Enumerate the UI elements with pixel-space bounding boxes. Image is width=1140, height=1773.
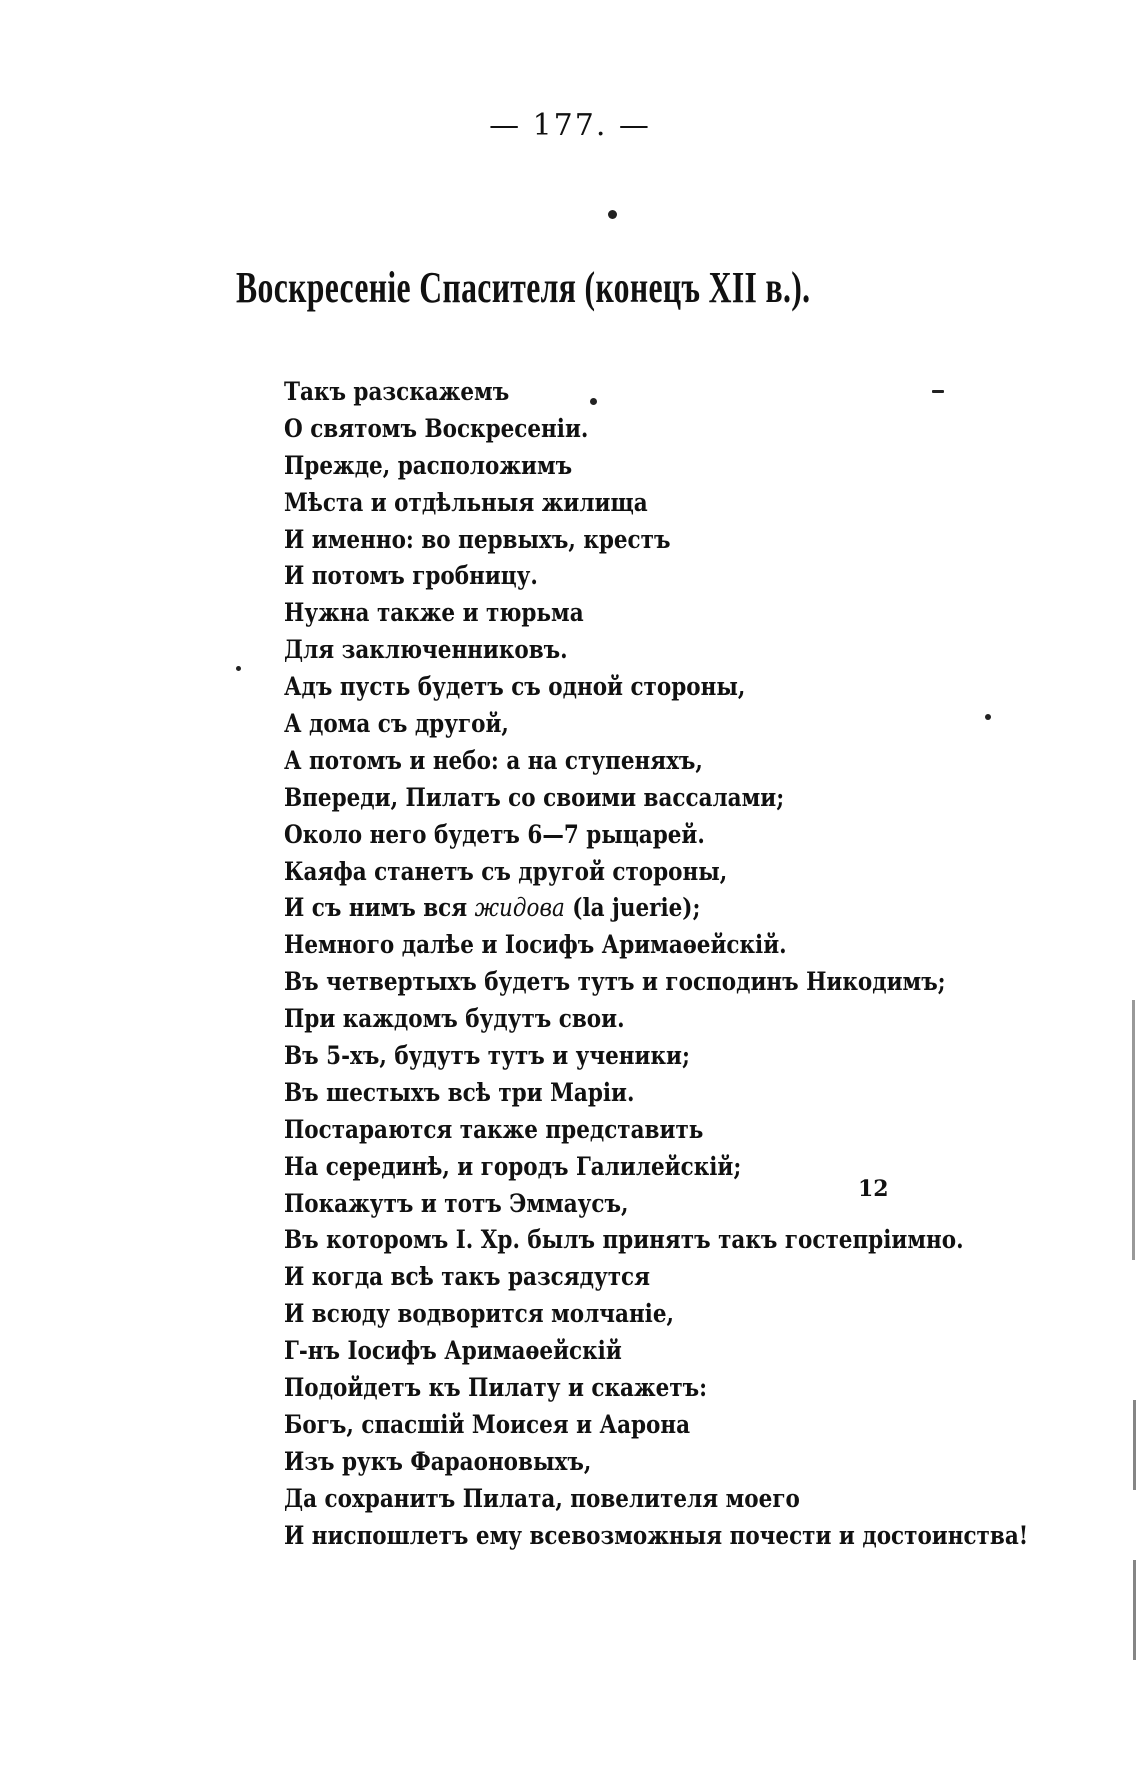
scan-edge-mark xyxy=(1133,1560,1136,1660)
verse-line: Мѣста и отдѣльныя жилища xyxy=(284,487,648,517)
verse-line: Постараются также представить xyxy=(284,1114,704,1144)
scan-speck xyxy=(236,666,241,671)
verse-line: Около него будетъ 6—7 рыцарей. xyxy=(284,819,705,849)
verse-line: Подойдетъ къ Пилату и скажетъ: xyxy=(284,1373,708,1403)
verse-text xyxy=(284,374,1044,1555)
scan-speck xyxy=(985,714,991,720)
verse-line: И когда всѣ такъ разсядутся xyxy=(284,1262,651,1292)
scan-speck xyxy=(590,398,597,405)
verse-line-text: (la juerie); xyxy=(564,893,701,923)
verse-line: Немного далѣе и Іосифъ Аримаѳейскій. xyxy=(284,930,787,960)
verse-line: А потомъ и небо: а на ступеняхъ, xyxy=(284,745,703,775)
verse-line: Такъ разскажемъ xyxy=(284,377,510,406)
page-title: Воскресеніе Спасителя (конецъ XII в.). xyxy=(236,263,811,312)
verse-line: И именно: во первыхъ, крестъ xyxy=(284,524,671,554)
verse-line: На серединѣ, и городъ Галилейскій; xyxy=(284,1151,742,1181)
verse-line: Въ шестыхъ всѣ три Маріи. xyxy=(284,1077,635,1107)
verse-line-italic-word: жидова xyxy=(474,893,565,923)
page-number: — 177. — xyxy=(489,108,651,143)
verse-line: При каждомъ будутъ свои. xyxy=(284,1004,625,1034)
verse-line: Г-нъ Іосифъ Аримаѳейскій xyxy=(284,1336,622,1366)
verse-line: Покажутъ и тотъ Эммаусъ, xyxy=(284,1188,629,1218)
verse-line: Прежде, расположимъ xyxy=(284,450,573,480)
verse-line: Каяфа станетъ съ другой стороны, xyxy=(284,856,728,886)
scan-speck xyxy=(932,390,944,393)
verse-line: Нужна также и тюрьма xyxy=(284,598,584,628)
verse-line: О святомъ Воскресеніи. xyxy=(284,413,589,443)
verse-line: Адъ пусть будетъ съ одной стороны, xyxy=(284,672,746,702)
verse-line: И всюду водворится молчаніе, xyxy=(284,1299,675,1329)
verse-line: И потомъ гробницу. xyxy=(284,561,538,591)
verse-line: Изъ рукъ Фараоновыхъ, xyxy=(284,1446,592,1476)
scan-speck xyxy=(608,210,617,219)
verse-line: Въ четвертыхъ будетъ тутъ и господинъ Никодимъ; xyxy=(284,967,946,997)
verse-line: И ниспошлетъ ему всевозможныя почести и достоинства! xyxy=(284,1520,1029,1550)
scan-edge-mark xyxy=(1133,1400,1136,1490)
verse-line: Для заключенниковъ. xyxy=(284,635,568,665)
verse-line: А дома съ другой, xyxy=(284,709,509,739)
verse-line: Въ которомъ І. Хр. былъ принятъ такъ гостепріимно. xyxy=(284,1225,964,1255)
scan-edge-mark xyxy=(1132,1000,1135,1260)
verse-line-text: И съ нимъ вся xyxy=(284,893,475,923)
verse-line: Богъ, спасшій Моисея и Аарона xyxy=(284,1409,691,1439)
verse-line: Въ 5-хъ, будутъ тутъ и ученики; xyxy=(284,1041,690,1071)
verse-line: Впереди, Пилатъ со своими вассалами; xyxy=(284,782,785,812)
verse-line xyxy=(284,890,938,927)
printer-signature-mark: 12 xyxy=(858,1176,889,1202)
verse-line: Да сохранитъ Пилата, повелителя моего xyxy=(284,1483,800,1513)
